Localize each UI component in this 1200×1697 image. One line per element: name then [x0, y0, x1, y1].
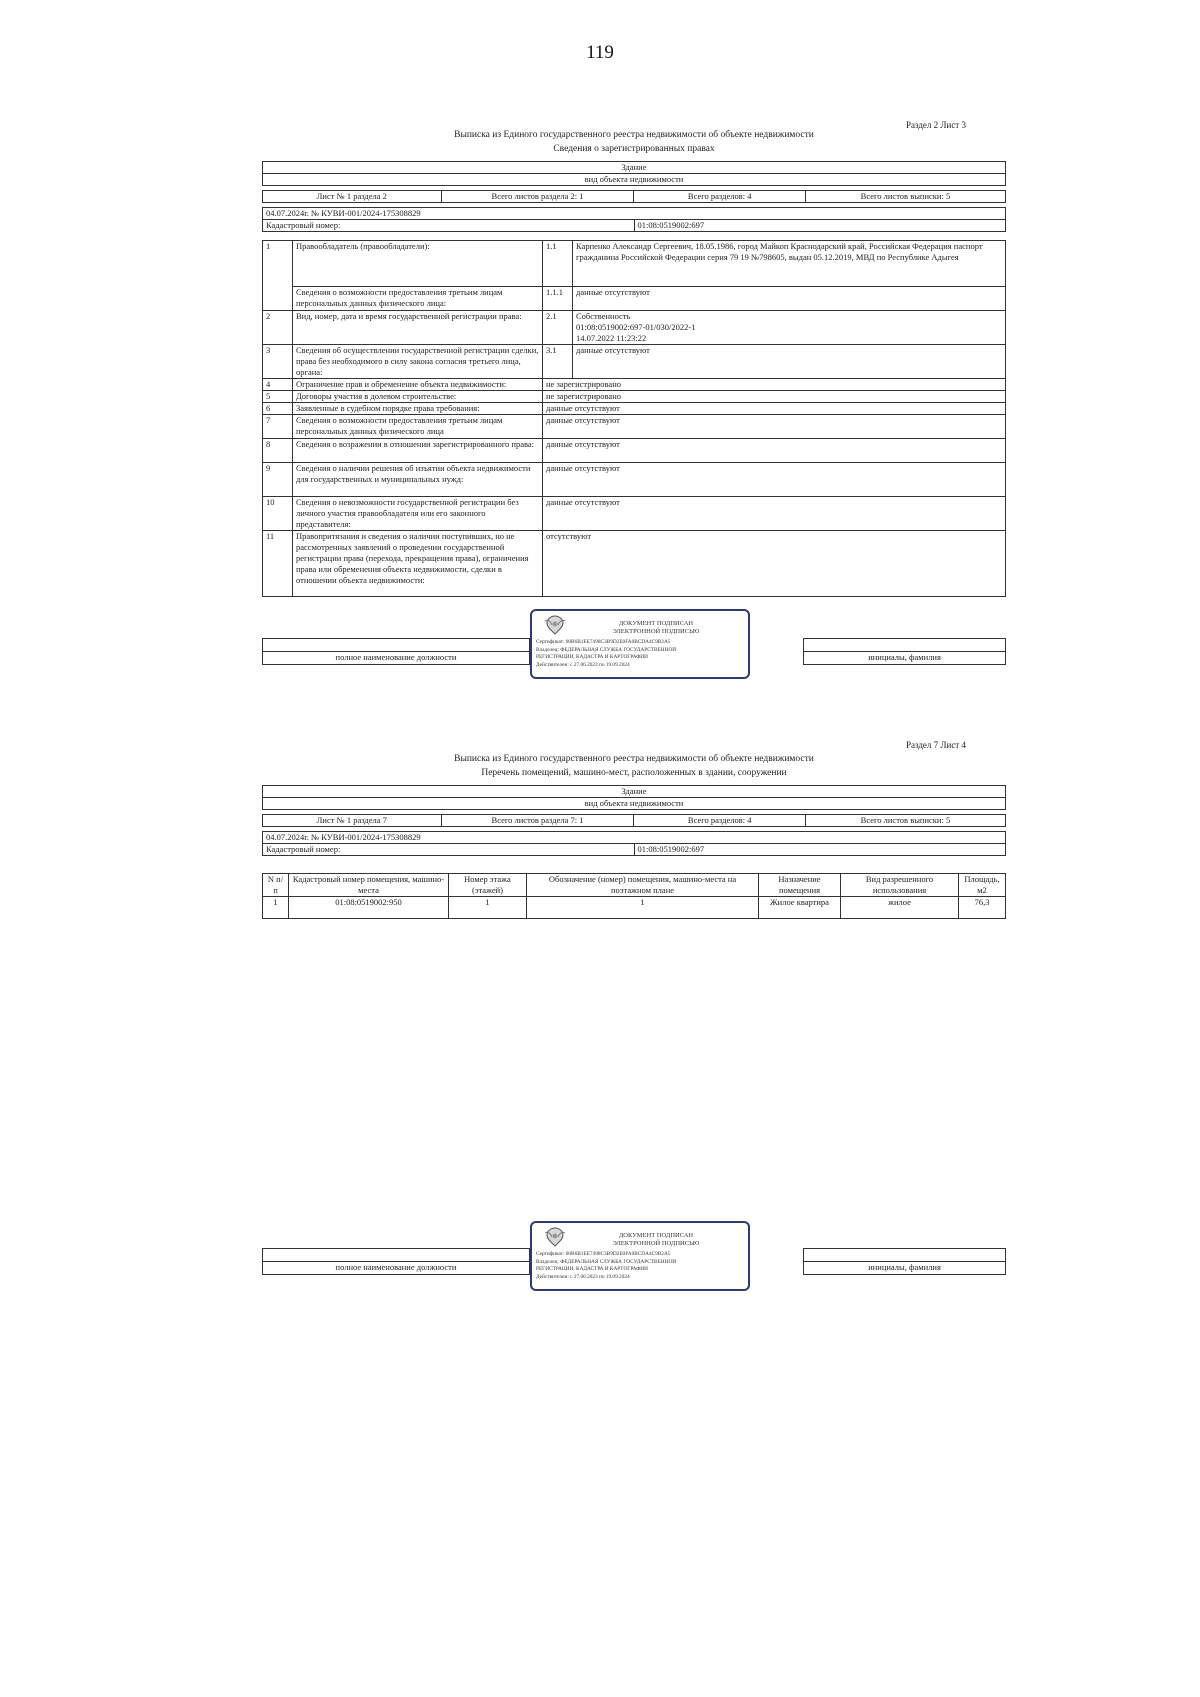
- row-label: Сведения о возможности предоставления третьим лицам персональных данных физического лица: [293, 415, 543, 439]
- stamp-certificate: Сертификат: 00B6B1EE7498C3B9D2E0FA0BCDA4C9B2A5: [536, 1251, 671, 1257]
- stamp-validity: Действителен: с 27.06.2023 по 19.09.2024: [536, 661, 630, 668]
- column-header: N п/п: [263, 874, 289, 897]
- cadastral-label: Кадастровый номер:: [263, 220, 635, 232]
- column-header: Назначение помещения: [759, 874, 841, 897]
- row-label: Правопритязания и сведения о наличии поступивших, но не рассмотренных заявлений о проведении государственной регистрации права (перехода, прекращения права), ограничения права или обременения объекта недвижимости, сделки в отношении объекта недвижимости:: [293, 531, 543, 597]
- stamp-line-2: ЭЛЕКТРОННОЙ ПОДПИСЬЮ: [612, 1240, 700, 1247]
- electronic-signature-stamp: [530, 609, 750, 679]
- row-subnumber: 1.1: [543, 241, 573, 287]
- row-value: данные отсутствуют: [543, 415, 1006, 439]
- emblem-icon: [542, 1225, 568, 1249]
- table-cell: 1: [449, 897, 527, 919]
- row-value: не зарегистрировано: [543, 391, 1006, 403]
- sheet-info-table: [262, 814, 1006, 827]
- sheet-info-cell: Всего листов раздела 2: 1: [441, 191, 634, 203]
- table-cell: жилое: [841, 897, 959, 919]
- row-label: Договоры участия в долевом строительстве:: [293, 391, 543, 403]
- date-number: 04.07.2024г. № КУВИ-001/2024-175308829: [263, 208, 1006, 220]
- cadastral-value: 01:08:0519002:697: [634, 844, 1006, 856]
- row-label: Сведения о возможности предоставления третьим лицам персональных данных физического лица:: [293, 287, 543, 311]
- row-number: 4: [263, 379, 293, 391]
- right-type: Собственность: [576, 311, 631, 321]
- section-label: Раздел 7 Лист 4: [905, 740, 966, 750]
- page-number: 119: [586, 42, 614, 63]
- row-label: Правообладатель (правообладатели):: [293, 241, 543, 287]
- table-cell: 01:08:0519002:950: [289, 897, 449, 919]
- stamp-owner-2: РЕГИСТРАЦИИ, КАДАСТРА И КАРТОГРАФИИ: [536, 1266, 648, 1273]
- row-label: Сведения о невозможности государственной регистрации без личного участия правообладателя или его законного представителя:: [293, 497, 543, 531]
- sheet-info-cell: Всего листов выписки: 5: [805, 815, 1005, 827]
- row-number: 1: [263, 241, 293, 311]
- column-header: Вид разрешенного использования: [841, 874, 959, 897]
- stamp-line-1: ДОКУМЕНТ ПОДПИСАН: [618, 620, 694, 627]
- row-number: 9: [263, 463, 293, 497]
- row-value: не зарегистрировано: [543, 379, 1006, 391]
- column-header: Кадастровый номер помещения, машино-места: [289, 874, 449, 897]
- rightholder-value: Карпенко Александр Сергеевич, 18.05.1986, город Майкоп Краснодарский край, Российская Федерация паспорт гражданина Российской Федерации серия 79 19 №798605, выдан 05.12.2019, МВД по Республике Адыгея: [573, 241, 1006, 287]
- stamp-line-1: ДОКУМЕНТ ПОДПИСАН: [618, 1232, 694, 1239]
- extract-title: Выписка из Единого государственного реестра недвижимости об объекте недвижимости: [454, 130, 814, 140]
- row-value: данные отсутствуют: [543, 439, 1006, 463]
- section-label: Раздел 2 Лист 3: [905, 120, 966, 130]
- row-number: 7: [263, 415, 293, 439]
- row-number: 11: [263, 531, 293, 597]
- registration-number: 01:08:0519002:697-01/030/2022-1: [576, 322, 696, 332]
- row-value: данные отсутствуют: [573, 345, 1006, 379]
- row-value: данные отсутствуют: [543, 403, 1006, 415]
- sheet-info-cell: Всего листов выписки: 5: [805, 191, 1005, 203]
- cadastral-table: [262, 831, 1006, 856]
- object-type-caption: вид объекта недвижимости: [263, 798, 1006, 810]
- row-label: Сведения об осуществлении государственной регистрации сделки, права без необходимого в силу закона согласия третьего лица, органа:: [293, 345, 543, 379]
- cadastral-value: 01:08:0519002:697: [634, 220, 1006, 232]
- row-number: 5: [263, 391, 293, 403]
- column-header: Номер этажа (этажей): [449, 874, 527, 897]
- table-cell: Жилое квартира: [759, 897, 841, 919]
- row-label: Заявленные в судебном порядке права требования:: [293, 403, 543, 415]
- row-label: Ограничение прав и обременение объекта недвижимости:: [293, 379, 543, 391]
- row-subnumber: 3.1: [543, 345, 573, 379]
- extract-subtitle: Перечень помещений, машино-мест, расположенных в здании, сооружении: [481, 768, 787, 778]
- row-number: 2: [263, 311, 293, 345]
- sheet-3: [262, 118, 1006, 678]
- row-label: Сведения о возражении в отношении зарегистрированного права:: [293, 439, 543, 463]
- row-subnumber: 2.1: [543, 311, 573, 345]
- row-number: 8: [263, 439, 293, 463]
- registration-value: [573, 311, 1006, 345]
- emblem-icon: [542, 613, 568, 637]
- sheet-info-cell: Всего разделов: 4: [634, 191, 805, 203]
- row-subnumber: 1.1.1: [543, 287, 573, 311]
- registration-datetime: 14.07.2022 11:23:22: [576, 333, 647, 343]
- row-label: Вид, номер, дата и время государственной регистрации права:: [293, 311, 543, 345]
- sheet-4: [262, 738, 1006, 938]
- stamp-owner: Владелец: ФЕДЕРАЛЬНАЯ СЛУЖБА ГОСУДАРСТВЕННОЙ: [536, 1258, 677, 1265]
- row-value: отсутствуют: [543, 531, 1006, 597]
- premises-table: [262, 873, 1006, 919]
- row-value: данные отсутствуют: [543, 463, 1006, 497]
- stamp-validity: Действителен: с 27.06.2023 по 19.09.2024: [536, 1273, 630, 1280]
- object-type-table: [262, 161, 1006, 186]
- object-type-table: [262, 785, 1006, 810]
- row-value: данные отсутствуют: [573, 287, 1006, 311]
- object-type-caption: вид объекта недвижимости: [263, 174, 1006, 186]
- stamp-line-2: ЭЛЕКТРОННОЙ ПОДПИСЬЮ: [612, 628, 700, 635]
- sheet-info-cell: Всего разделов: 4: [634, 815, 805, 827]
- table-cell: 1: [263, 897, 289, 919]
- signature-name-caption: инициалы, фамилия: [804, 1262, 1006, 1275]
- sheet-info-cell: Лист № 1 раздела 7: [263, 815, 442, 827]
- sheet-info-cell: Лист № 1 раздела 2: [263, 191, 442, 203]
- rights-table: [262, 240, 1006, 597]
- signature-position-caption: полное наименование должности: [263, 1262, 530, 1275]
- object-type: Здание: [263, 786, 1006, 798]
- row-label: Сведения о наличии решения об изъятии объекта недвижимости для государственных и муниципальных нужд:: [293, 463, 543, 497]
- row-number: 3: [263, 345, 293, 379]
- extract-title: Выписка из Единого государственного реестра недвижимости об объекте недвижимости: [454, 754, 814, 764]
- stamp-owner-2: РЕГИСТРАЦИИ, КАДАСТРА И КАРТОГРАФИИ: [536, 654, 648, 661]
- extract-subtitle: Сведения о зарегистрированных правах: [553, 144, 715, 154]
- table-cell: 1: [527, 897, 759, 919]
- table-cell: 76,3: [959, 897, 1006, 919]
- cadastral-table: [262, 207, 1006, 232]
- electronic-signature-stamp: [530, 1221, 750, 1291]
- table-row: [263, 897, 1006, 919]
- row-number: 10: [263, 497, 293, 531]
- sheet-info-table: [262, 190, 1006, 203]
- signature-position-caption: полное наименование должности: [263, 652, 530, 665]
- stamp-owner: Владелец: ФЕДЕРАЛЬНАЯ СЛУЖБА ГОСУДАРСТВЕННОЙ: [536, 646, 677, 653]
- sheet-info-cell: Всего листов раздела 7: 1: [441, 815, 634, 827]
- column-header: Обозначение (номер) помещения, машино-места на поэтажном плане: [527, 874, 759, 897]
- stamp-certificate: Сертификат: 00B6B1EE7498C3B9D2E0FA0BCDA4C9B2A5: [536, 639, 671, 645]
- row-number: 6: [263, 403, 293, 415]
- signature-name-caption: инициалы, фамилия: [804, 652, 1006, 665]
- cadastral-label: Кадастровый номер:: [263, 844, 635, 856]
- object-type: Здание: [263, 162, 1006, 174]
- date-number: 04.07.2024г. № КУВИ-001/2024-175308829: [263, 832, 1006, 844]
- column-header: Площадь, м2: [959, 874, 1006, 897]
- row-value: данные отсутствуют: [543, 497, 1006, 531]
